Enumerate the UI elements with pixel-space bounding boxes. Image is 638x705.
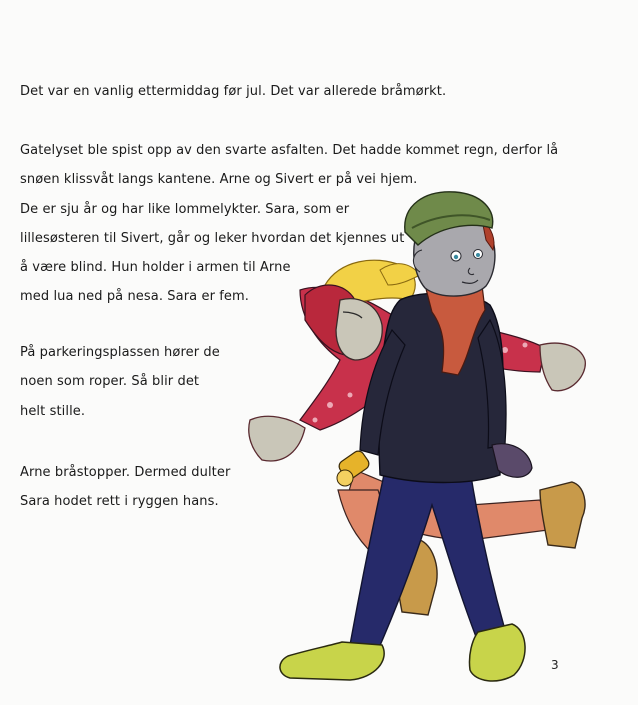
boy-shoe-left — [280, 642, 384, 680]
text-line: De er sju år og har like lommelykter. Sara, som er — [20, 201, 350, 217]
text-line: Gatelyset ble spist opp av den svarte asfalten. Det hadde kommet regn, derfor lå — [20, 143, 559, 158]
text-line: På parkeringsplassen hører de — [20, 345, 220, 360]
girl-hand-left — [249, 416, 305, 461]
page-number: 3 — [551, 658, 559, 672]
girl-hand-right — [540, 343, 585, 391]
text-line: med lua ned på nesa. Sara er fem. — [20, 289, 250, 305]
text-line: å være blind. Hun holder i armen til Arne — [20, 260, 291, 276]
boy-shoe-right — [469, 624, 525, 681]
text-line: Det var en vanlig ettermiddag før jul. Det var allerede bråmørkt. — [20, 84, 447, 99]
text-line: snøen klissvåt langs kantene. Arne og Sivert er på vei hjem. — [20, 172, 418, 188]
illustration-boy-and-girl — [225, 185, 638, 690]
paragraph-4 — [20, 458, 230, 517]
paragraph-3 — [20, 338, 220, 426]
paragraph-1 — [20, 77, 446, 106]
text-line: helt stille. — [20, 403, 86, 419]
text-line: Sara hodet rett i ryggen hans. — [20, 494, 219, 510]
text-line: noen som roper. Så blir det — [20, 374, 200, 390]
text-line: lillesøsteren til Sivert, går og leker hvordan det kjennes ut — [20, 230, 405, 246]
girl-boot-right — [540, 482, 585, 548]
text-line: Arne bråstopper. Dermed dulter — [20, 465, 231, 480]
